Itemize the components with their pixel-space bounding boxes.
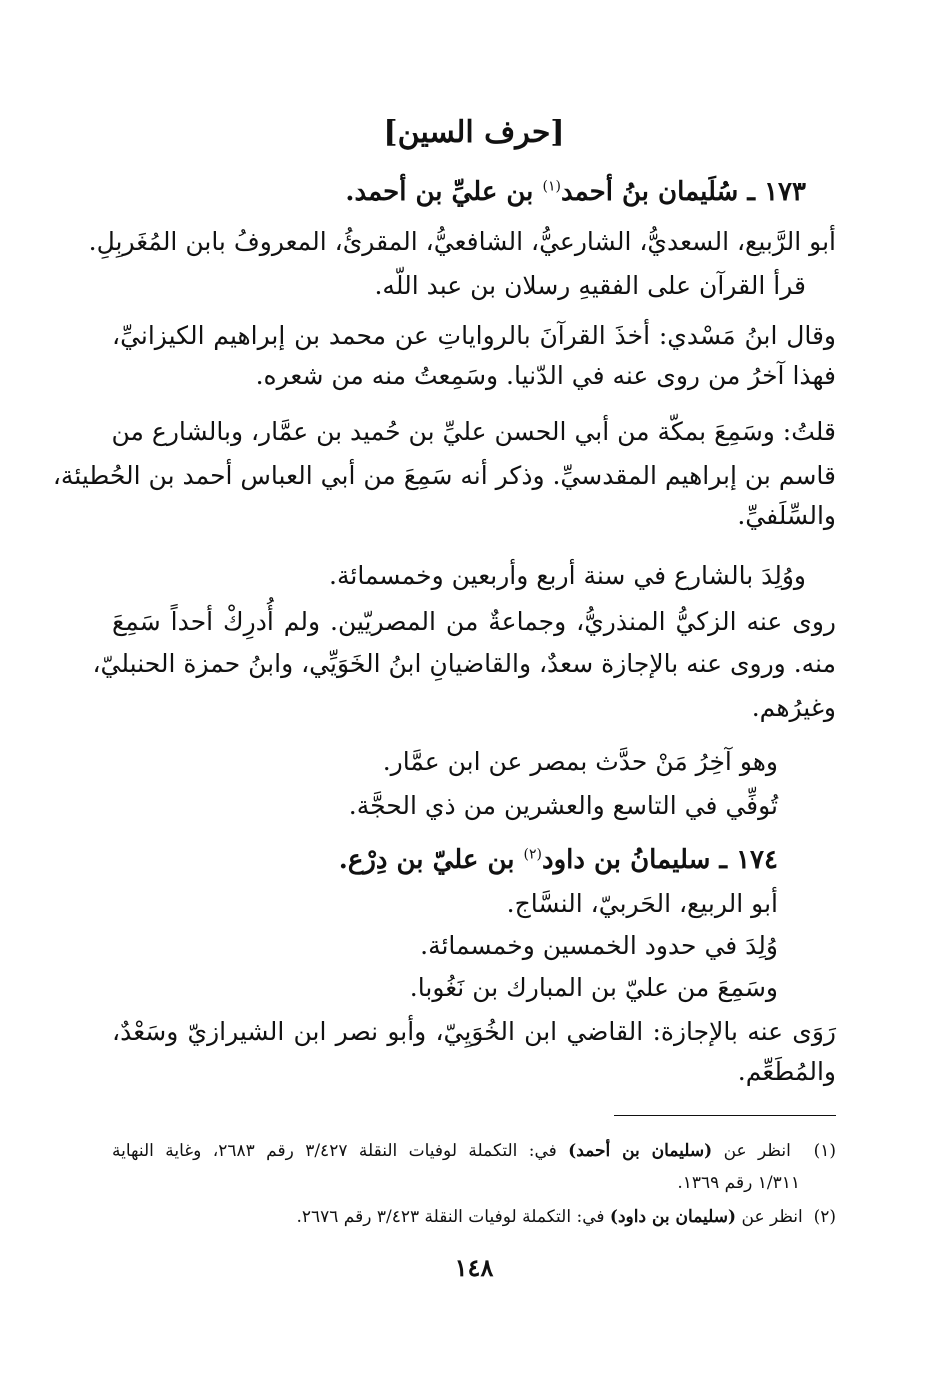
entry-173-line: ووُلِدَ بالشارع في سنة أربع وأربعين وخمسمائة.: [329, 561, 806, 590]
entry-173-line: وغيرُهم.: [751, 693, 836, 722]
footnote-2: [296, 1202, 836, 1232]
entry-174-line: وُلِدَ في حدود الخمسين وخمسمائة.: [420, 931, 778, 960]
entry-174-number: ١٧٤: [736, 845, 778, 875]
entry-174-name-rest: بن عليّ بن دِرْع.: [338, 845, 524, 875]
footnote-2-pre: انظر عن: [736, 1207, 803, 1227]
entry-173-line: تُوفِّي في التاسع والعشرين من ذي الحجَّة.: [348, 791, 778, 820]
entry-173-line: أبو الرَّبيع، السعديُّ، الشارعيُّ، الشافعيُّ، المقرئُ، المعروفُ بابن المُغَربِلِ.: [88, 227, 836, 256]
section-heading: [حرف السين]: [383, 115, 565, 150]
entry-173-separator: ـ: [738, 177, 765, 207]
entry-174-separator: ـ: [710, 845, 737, 875]
footnote-1-subject: (سليمان بن أحمد): [568, 1141, 713, 1161]
entry-174-heading: [339, 840, 778, 880]
footnote-1-continuation: ١/٣١١ رقم ١٣٦٩.: [677, 1173, 800, 1193]
entry-173-line: قرأ القرآن على الفقيهِ رسلان بن عبد اللّه.: [374, 271, 806, 300]
entry-174-name: سليمانُ بن داود: [542, 845, 711, 875]
entry-174-line: والمُطَعِّم.: [737, 1057, 836, 1086]
entry-174-line: وسَمِعَ من عليّ بن المبارك بن نَغُوبا.: [409, 973, 778, 1002]
entry-173-line: قلتُ: وسَمِعَ بمكّة من أبي الحسن عليِّ بن حُميد بن عمَّار، وبالشارع من: [111, 417, 836, 446]
entry-174-line: رَوَى عنه بالإجازة: القاضي ابن الخُوَيِيّ، وأبو نصر ابن الشيرازيّ وسَعْدٌ،: [112, 1017, 836, 1046]
entry-174-line: أبو الربيع، الحَربيّ، النسَّاج.: [506, 889, 778, 918]
page-number: ١٤٨: [454, 1253, 494, 1282]
footnote-separator: [614, 1115, 836, 1116]
footnote-1-marker: (١): [813, 1141, 836, 1161]
entry-173-line: وهو آخِرُ مَنْ حدَّث بمصر عن ابن عمَّار.: [382, 747, 778, 776]
footnote-2-text: في: التكملة لوفيات النقلة ٣/٤٢٣ رقم ٢٦٧٦.: [296, 1207, 610, 1227]
footnote-1-pre: انظر عن: [712, 1141, 791, 1161]
footnote-2-subject: (سليمان بن داود): [609, 1207, 737, 1227]
footnote-ref-1: (١): [542, 178, 561, 195]
entry-173-name-rest: بن عليِّ بن أحمد.: [345, 177, 543, 207]
entry-173-number: ١٧٣: [764, 177, 806, 207]
entry-173-line: قاسم بن إبراهيم المقدسيِّ. وذكر أنه سَمِعَ من أبي العباس أحمد بن الحُطيئة،: [52, 461, 836, 490]
entry-173-line: روى عنه الزكيُّ المنذريُّ، وجماعةٌ من المصريّين. ولم أُدرِكْ أحداً سَمِعَ: [112, 607, 836, 636]
entry-173-heading: [345, 172, 806, 212]
entry-173-line: والسِّلَفيِّ.: [737, 501, 836, 530]
entry-173-line: وقال ابنُ مَسْدي: أخذَ القرآنَ بالرواياتِ عن محمد بن إبراهيم الكيزانيِّ،: [112, 321, 836, 350]
footnote-ref-2: (٢): [523, 846, 542, 863]
entry-173-line: فهذا آخرُ من روى عنه في الدّنيا. وسَمِعتُ منه من شعره.: [255, 361, 836, 390]
footnote-1-text: في: التكملة لوفيات النقلة ٣/٤٢٧ رقم ٢٦٨٣، وغاية النهاية: [112, 1141, 569, 1161]
footnote-1: [112, 1136, 836, 1166]
footnote-2-marker: (٢): [813, 1207, 836, 1227]
entry-173-name: سُلَيمان بنُ أحمد: [560, 177, 739, 207]
entry-173-line: منه. وروى عنه بالإجازة سعدٌ، والقاضيانِ ابنُ الخَوَيِّي، وابنُ حمزة الحنبليّ،: [92, 649, 836, 678]
